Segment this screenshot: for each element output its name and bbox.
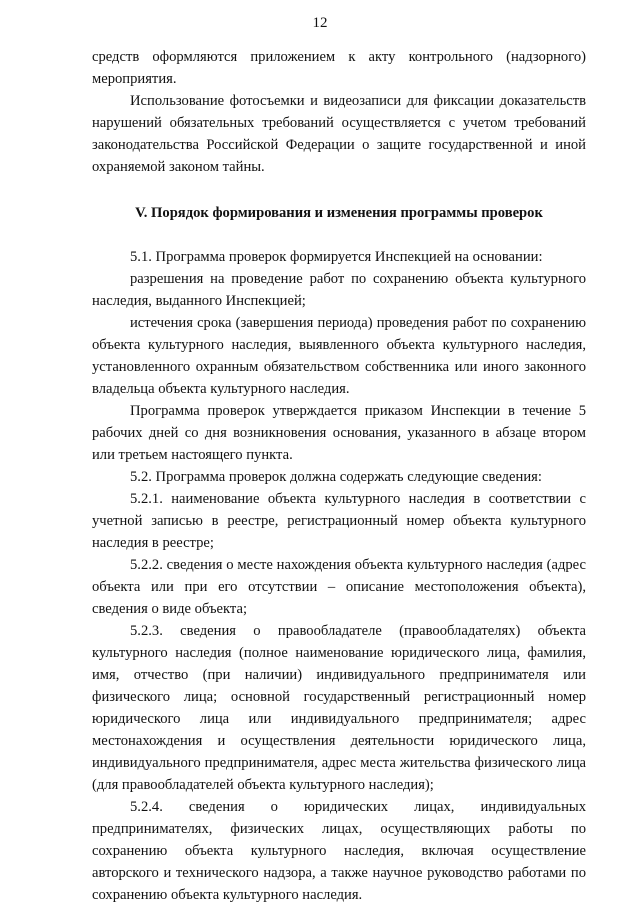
paragraph-5-2: 5.2. Программа проверок должна содержать следующие сведения: <box>130 469 542 485</box>
paragraph-5-2-4: 5.2.4. сведения о юридических лицах, индивидуальных предпринимателях, физических лицах, осуществляющих работы по сохранению объекта культурного наследия, включая осуществление авторского и технического надзора, а также научное руководство работами по сохранению объекта культурного наследия. <box>92 799 586 903</box>
paragraph-permit: разрешения на проведение работ по сохранению объекта культурного наследия, выданного Инспекцией; <box>92 271 586 309</box>
paragraph-5-2-3: 5.2.3. сведения о правообладателе (правообладателях) объекта культурного наследия (полное наименование юридического лица, фамилия, имя, отчество (при наличии) индивидуального предпринимателя или физического лица; основной государственный регистрационный номер юридического лица или индивидуального предпринимателя; адрес местонахождения и осуществления деятельности юридического лица, индивидуального предпринимателя, адрес места жительства физического лица (для правообладателей объекта культурного наследия); <box>92 623 586 793</box>
paragraph-expiry: истечения срока (завершения периода) проведения работ по сохранению объекта культурного наследия, выявленного объекта культурного наследия, установленного охранным обязательством собственника или иного законного владельца объекта культурного наследия. <box>92 315 586 397</box>
paragraph-approval: Программа проверок утверждается приказом Инспекции в течение 5 рабочих дней со дня возникновения основания, указанного в абзаце втором или третьем настоящего пункта. <box>92 403 586 463</box>
section-heading: V. Порядок формирования и изменения программы проверок <box>135 205 543 221</box>
paragraph-photo-video: Использование фотосъемки и видеозаписи для фиксации доказательств нарушений обязательных требований осуществляется с учетом требований законодательства Российской Федерации о защите государственной и иной охраняемой законом тайны. <box>92 93 586 175</box>
document-body <box>92 46 586 906</box>
paragraph-continuation: средств оформляются приложением к акту контрольного (надзорного) мероприятия. <box>92 49 586 87</box>
paragraph-5-2-2: 5.2.2. сведения о месте нахождения объекта культурного наследия (адрес объекта или при его отсутствии – описание местоположения объекта), сведения о виде объекта; <box>92 557 586 617</box>
page-number: 12 <box>312 15 328 31</box>
paragraph-5-1: 5.1. Программа проверок формируется Инспекцией на основании: <box>130 249 543 265</box>
paragraph-5-2-1: 5.2.1. наименование объекта культурного наследия в соответствии с учетной записью в реестре, регистрационный номер объекта культурного наследия в реестре; <box>92 491 586 551</box>
